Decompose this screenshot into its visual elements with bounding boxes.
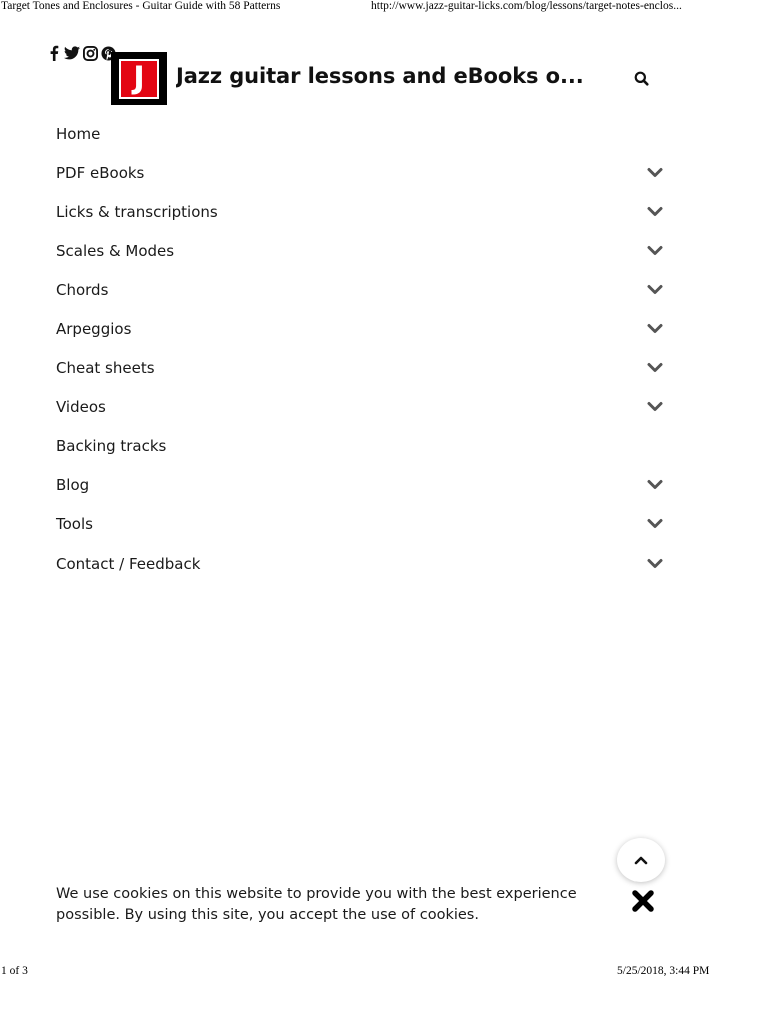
print-date: 5/25/2018, 3:44 PM: [617, 965, 710, 977]
nav-item-pdf-ebooks[interactable]: [56, 153, 676, 192]
nav-item-label: Scales & Modes: [56, 241, 175, 260]
nav-item-label: Backing tracks: [56, 437, 167, 456]
nav-item-chords[interactable]: [56, 270, 676, 309]
chevron-down-icon[interactable]: [646, 167, 664, 179]
main-nav: [56, 114, 676, 583]
nav-item-label: PDF eBooks: [56, 163, 145, 182]
nav-item-label: Home: [56, 124, 101, 143]
chevron-down-icon[interactable]: [646, 362, 664, 374]
nav-item-label: Licks & transcriptions: [56, 202, 218, 221]
nav-item-cheat-sheets[interactable]: [56, 349, 676, 388]
print-header: [0, 0, 768, 14]
social-links: [46, 44, 116, 62]
print-page-number: 1 of 3: [1, 965, 28, 977]
close-icon[interactable]: [631, 889, 655, 913]
nav-item-videos[interactable]: [56, 388, 676, 427]
logo-letter: J: [119, 59, 159, 99]
print-footer: [0, 965, 768, 979]
chevron-down-icon[interactable]: [646, 284, 664, 296]
chevron-down-icon[interactable]: [646, 323, 664, 335]
nav-item-arpeggios[interactable]: [56, 309, 676, 348]
twitter-icon[interactable]: [64, 45, 80, 61]
chevron-up-icon: [633, 854, 649, 866]
nav-item-label: Cheat sheets: [56, 359, 155, 378]
nav-item-backing-tracks[interactable]: [56, 427, 676, 466]
chevron-down-icon[interactable]: [646, 245, 664, 257]
nav-item-home[interactable]: [56, 114, 676, 153]
chevron-down-icon[interactable]: [646, 401, 664, 413]
nav-item-label: Tools: [56, 515, 93, 534]
nav-item-label: Chords: [56, 280, 109, 299]
nav-item-label: Arpeggios: [56, 320, 132, 339]
site-logo[interactable]: [111, 52, 167, 105]
facebook-icon[interactable]: [46, 45, 62, 61]
scroll-to-top-button[interactable]: [617, 838, 665, 882]
print-page-title: Target Tones and Enclosures - Guitar Guide with 58 Patterns: [1, 0, 281, 12]
chevron-down-icon[interactable]: [646, 558, 664, 570]
print-page-url: http://www.jazz-guitar-licks.com/blog/lessons/target-notes-enclos...: [371, 0, 682, 12]
nav-item-scales-modes[interactable]: [56, 231, 676, 270]
nav-item-label: Videos: [56, 398, 106, 417]
chevron-down-icon[interactable]: [646, 479, 664, 491]
nav-item-label: Blog: [56, 476, 90, 495]
nav-item-contact-feedback[interactable]: [56, 544, 676, 583]
nav-item-tools[interactable]: [56, 505, 676, 544]
nav-item-licks-transcriptions[interactable]: [56, 192, 676, 231]
search-icon[interactable]: [633, 70, 651, 88]
nav-item-label: Contact / Feedback: [56, 554, 201, 573]
chevron-down-icon[interactable]: [646, 518, 664, 530]
cookie-notice: We use cookies on this website to provide you with the best experience possible. By using this site, you accept the use of cookies.: [56, 886, 577, 923]
site-title[interactable]: Jazz guitar lessons and eBooks o...: [176, 64, 584, 88]
nav-item-blog[interactable]: [56, 466, 676, 505]
chevron-down-icon[interactable]: [646, 206, 664, 218]
instagram-icon[interactable]: [82, 45, 98, 61]
